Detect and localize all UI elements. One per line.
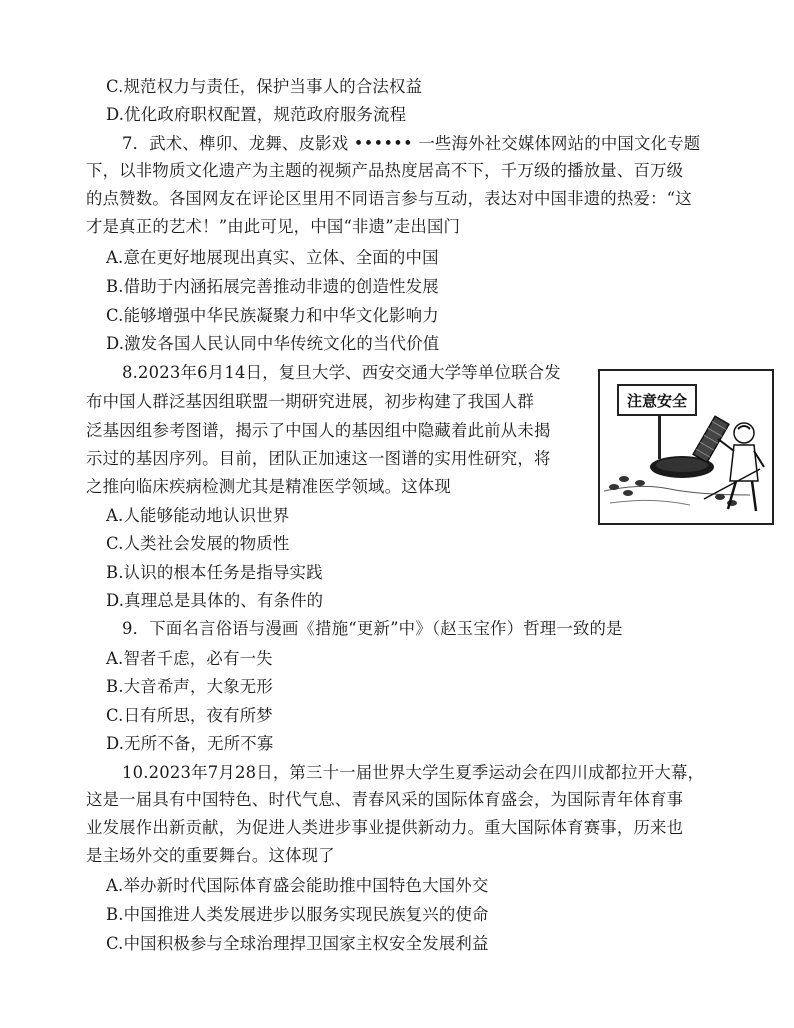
q10-stem-line-3: 业发展作出新贡献，为促进人类进步事业提供新动力。重大国际体育赛事，历来也 [86, 818, 684, 837]
q8-option-d: D.真理总是具体的、有条件的 [106, 591, 324, 610]
q7-stem-line-2: 下，以非物质文化遗产为主题的视频产品热度居高不下，千万级的播放量、百万级 [86, 161, 684, 180]
q7-stem-line-1: 7．武术、榫卯、龙舞、皮影戏 •••••• 一些海外社交媒体网站的中国文化专题 [122, 134, 701, 153]
q8-stem-line-3: 泛基因组参考图谱，揭示了中国人的基因组中隐藏着此前从未揭 [86, 421, 551, 440]
q7-stem-line-3: 的点赞数。各国网友在评论区里用不同语言参与互动，表达对中国非遗的热爱：“这 [86, 189, 692, 208]
q9-option-c: C.日有所思，夜有所梦 [106, 706, 273, 725]
q9-stem: 9．下面名言俗语与漫画《措施“更新”中》（赵玉宝作）哲理一致的是 [122, 619, 623, 638]
q7-option-b: B.借助于内涵拓展完善推动非遗的创造性发展 [106, 277, 439, 296]
q8-stem-line-5: 之推向临床疾病检测尤其是精准医学领域。这体现 [86, 477, 451, 496]
q8-stem-line-1: 8.2023年6月14日，复旦大学、西安交通大学等单位联合发 [122, 363, 561, 382]
q7-option-a: A.意在更好地展现出真实、立体、全面的中国 [106, 248, 439, 267]
cartoon-sign-text: 注意安全 [626, 392, 688, 410]
q10-option-b: B.中国推进人类发展进步以服务实现民族复兴的使命 [106, 905, 489, 924]
q8-option-a: A.人能够能动地认识世界 [106, 506, 290, 525]
q10-stem-line-2: 这是一届具有中国特色、时代气息、青春风采的国际体育盛会，为国际青年体育事 [86, 790, 684, 809]
q10-option-a: A.举办新时代国际体育盛会能助推中国特色大国外交 [106, 876, 489, 895]
q10-stem-line-4: 是主场外交的重要舞台。这体现了 [86, 846, 335, 865]
q6-option-d: D.优化政府职权配置，规范政府服务流程 [106, 105, 407, 124]
q9-option-d: D.无所不备，无所不寡 [106, 734, 274, 753]
q9-option-b: B.大音希声，大象无形 [106, 677, 273, 696]
q7-stem-line-4: 才是真正的艺术！”由此可见，中国“非遗”走出国门 [86, 217, 461, 236]
q10-option-c: C.中国积极参与全球治理捍卫国家主权安全发展利益 [106, 934, 489, 953]
cartoon-illustration [598, 369, 774, 525]
q8-stem-line-2: 布中国人群泛基因组联盟一期研究进展，初步构建了我国人群 [86, 392, 534, 411]
q9-option-a: A.智者千虑，必有一失 [106, 649, 273, 668]
q8-option-c: C.人类社会发展的物质性 [106, 534, 290, 553]
q10-stem-line-1: 10.2023年7月28日，第三十一届世界大学生夏季运动会在四川成都拉开大幕， [122, 763, 705, 782]
q7-option-c: C.能够增强中华民族凝聚力和中华文化影响力 [106, 306, 439, 325]
q8-option-b: B.认识的根本任务是指导实践 [106, 563, 323, 582]
q6-option-c: C.规范权力与责任，保护当事人的合法权益 [106, 77, 423, 96]
q8-stem-line-4: 示过的基因序列。目前，团队正加速这一图谱的实用性研究，将 [86, 449, 551, 468]
q7-option-d: D.激发各国人民认同中华传统文化的当代价值 [106, 334, 440, 353]
